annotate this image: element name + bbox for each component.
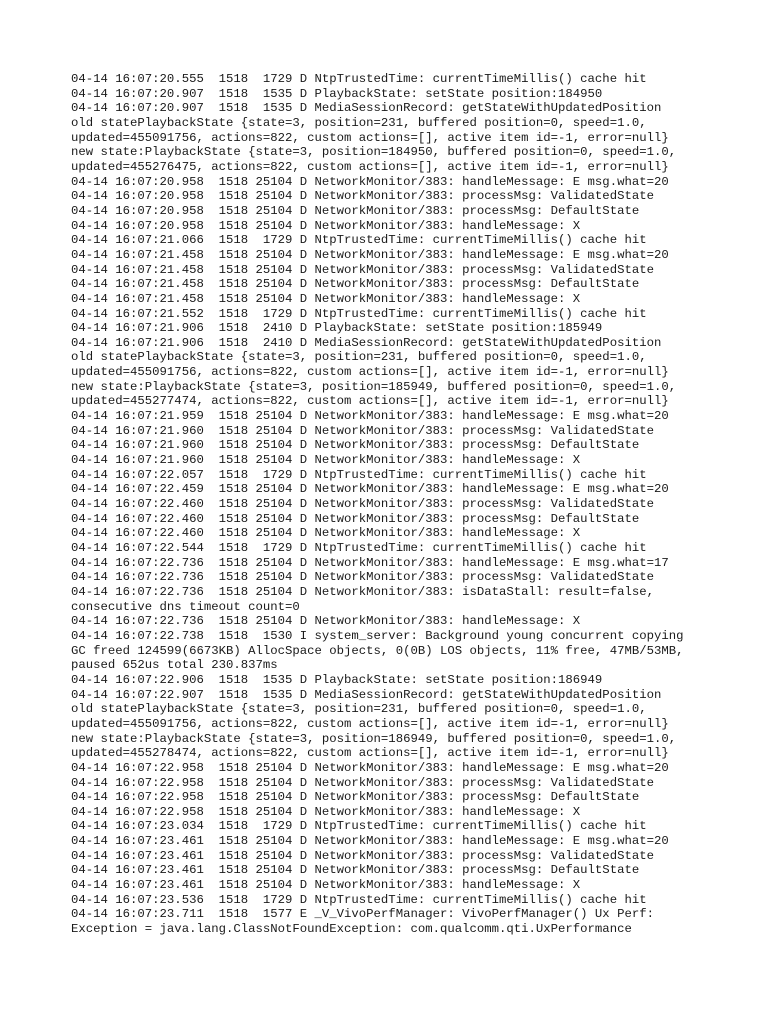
log-line: 04-14 16:07:22.736 1518 25104 D NetworkMonitor/383: handleMessage: X [71, 614, 581, 629]
log-line: 04-14 16:07:22.738 1518 1530 I system_server: Background young concurrent copying [71, 628, 684, 643]
log-document [71, 72, 711, 937]
log-line: 04-14 16:07:21.960 1518 25104 D NetworkMonitor/383: processMsg: ValidatedState [71, 423, 654, 438]
log-line: 04-14 16:07:23.461 1518 25104 D NetworkMonitor/383: handleMessage: X [71, 878, 581, 893]
log-line: 04-14 16:07:20.907 1518 1535 D MediaSessionRecord: getStateWithUpdatedPosition [71, 101, 662, 116]
log-line: 04-14 16:07:22.459 1518 25104 D NetworkMonitor/383: handleMessage: E msg.what=20 [71, 482, 669, 497]
log-line: 04-14 16:07:23.034 1518 1729 D NtpTrustedTime: currentTimeMillis() cache hit [71, 819, 647, 834]
log-line: 04-14 16:07:22.958 1518 25104 D NetworkMonitor/383: handleMessage: X [71, 804, 581, 819]
log-line: updated=455091756, actions=822, custom actions=[], active item id=-1, error=null} [71, 716, 669, 731]
log-line: updated=455278474, actions=822, custom actions=[], active item id=-1, error=null} [71, 746, 669, 761]
log-line: 04-14 16:07:20.958 1518 25104 D NetworkMonitor/383: processMsg: ValidatedState [71, 189, 654, 204]
log-line: 04-14 16:07:23.461 1518 25104 D NetworkMonitor/383: processMsg: ValidatedState [71, 848, 654, 863]
log-line: 04-14 16:07:22.736 1518 25104 D NetworkMonitor/383: processMsg: ValidatedState [71, 570, 654, 585]
log-line: 04-14 16:07:22.057 1518 1729 D NtpTrustedTime: currentTimeMillis() cache hit [71, 467, 647, 482]
log-line: 04-14 16:07:21.552 1518 1729 D NtpTrustedTime: currentTimeMillis() cache hit [71, 306, 647, 321]
log-line: 04-14 16:07:22.544 1518 1729 D NtpTrustedTime: currentTimeMillis() cache hit [71, 541, 647, 555]
log-line: Exception = java.lang.ClassNotFoundException: com.qualcomm.qti.UxPerformance [71, 922, 632, 937]
log-line: 04-14 16:07:22.906 1518 1535 D PlaybackState: setState position:186949 [71, 672, 603, 687]
log-line: 04-14 16:07:23.536 1518 1729 D NtpTrustedTime: currentTimeMillis() cache hit [71, 892, 647, 907]
log-line: GC freed 124599(6673KB) AllocSpace objects, 0(0B) LOS objects, 11% free, 47MB/53MB, [71, 643, 684, 658]
log-line: old statePlaybackState {state=3, position=231, buffered position=0, speed=1.0, [71, 350, 647, 365]
log-line: new state:PlaybackState {state=3, position=185949, buffered position=0, speed=1.0, [71, 379, 677, 394]
log-line: consecutive dns timeout count=0 [71, 599, 300, 614]
log-line: new state:PlaybackState {state=3, position=184950, buffered position=0, speed=1.0, [71, 145, 677, 160]
log-line: 04-14 16:07:20.907 1518 1535 D PlaybackState: setState position:184950 [71, 86, 603, 101]
log-line: 04-14 16:07:23.461 1518 25104 D NetworkMonitor/383: processMsg: DefaultState [71, 863, 640, 878]
log-line: new state:PlaybackState {state=3, position=186949, buffered position=0, speed=1.0, [71, 731, 677, 746]
log-line: updated=455276475, actions=822, custom actions=[], active item id=-1, error=null} [71, 159, 669, 174]
log-line: 04-14 16:07:22.958 1518 25104 D NetworkMonitor/383: processMsg: DefaultState [71, 790, 640, 805]
log-line: 04-14 16:07:21.959 1518 25104 D NetworkMonitor/383: handleMessage: E msg.what=20 [71, 409, 669, 424]
log-line: old statePlaybackState {state=3, position=231, buffered position=0, speed=1.0, [71, 702, 647, 717]
log-line: updated=455277474, actions=822, custom actions=[], active item id=-1, error=null} [71, 394, 669, 409]
log-line: 04-14 16:07:22.958 1518 25104 D NetworkMonitor/383: handleMessage: E msg.what=20 [71, 760, 669, 775]
log-line: 04-14 16:07:20.958 1518 25104 D NetworkMonitor/383: handleMessage: E msg.what=20 [71, 174, 669, 189]
log-line: 04-14 16:07:21.960 1518 25104 D NetworkMonitor/383: processMsg: DefaultState [71, 438, 640, 453]
log-line: 04-14 16:07:21.458 1518 25104 D NetworkMonitor/383: processMsg: ValidatedState [71, 262, 654, 277]
log-line: paused 652us total 230.837ms [71, 658, 278, 673]
log-line: 04-14 16:07:21.906 1518 2410 D MediaSessionRecord: getStateWithUpdatedPosition [71, 335, 662, 350]
log-line: 04-14 16:07:22.460 1518 25104 D NetworkMonitor/383: processMsg: DefaultState [71, 511, 640, 526]
log-line: 04-14 16:07:21.458 1518 25104 D NetworkMonitor/383: handleMessage: E msg.what=20 [71, 247, 669, 262]
log-line: 04-14 16:07:22.460 1518 25104 D NetworkMonitor/383: handleMessage: X [71, 526, 581, 541]
log-line: 04-14 16:07:22.907 1518 1535 D MediaSessionRecord: getStateWithUpdatedPosition [71, 687, 662, 702]
log-line: 04-14 16:07:20.958 1518 25104 D NetworkMonitor/383: processMsg: DefaultState [71, 203, 640, 218]
log-line: 04-14 16:07:20.958 1518 25104 D NetworkMonitor/383: handleMessage: X [71, 218, 581, 233]
log-line: 04-14 16:07:21.458 1518 25104 D NetworkMonitor/383: processMsg: DefaultState [71, 277, 640, 292]
log-line: updated=455091756, actions=822, custom actions=[], active item id=-1, error=null} [71, 365, 669, 380]
log-line: 04-14 16:07:22.736 1518 25104 D NetworkMonitor/383: handleMessage: E msg.what=17 [71, 555, 669, 570]
log-line: 04-14 16:07:23.711 1518 1577 E _V_VivoPerfManager: VivoPerfManager() Ux Perf: [71, 907, 654, 922]
log-line: 04-14 16:07:22.958 1518 25104 D NetworkMonitor/383: processMsg: ValidatedState [71, 775, 654, 790]
log-line: 04-14 16:07:21.458 1518 25104 D NetworkMonitor/383: handleMessage: X [71, 291, 581, 306]
log-line: 04-14 16:07:21.066 1518 1729 D NtpTrustedTime: currentTimeMillis() cache hit [71, 233, 647, 248]
log-line: 04-14 16:07:22.736 1518 25104 D NetworkMonitor/383: isDataStall: result=false, [71, 584, 654, 599]
log-line: 04-14 16:07:23.461 1518 25104 D NetworkMonitor/383: handleMessage: E msg.what=20 [71, 834, 669, 849]
log-line: 04-14 16:07:22.460 1518 25104 D NetworkMonitor/383: processMsg: ValidatedState [71, 497, 654, 512]
log-line: updated=455091756, actions=822, custom actions=[], active item id=-1, error=null} [71, 130, 669, 145]
log-line: 04-14 16:07:21.960 1518 25104 D NetworkMonitor/383: handleMessage: X [71, 453, 581, 468]
log-line: 04-14 16:07:21.906 1518 2410 D PlaybackState: setState position:185949 [71, 321, 603, 336]
log-line: 04-14 16:07:20.555 1518 1729 D NtpTrustedTime: currentTimeMillis() cache hit [71, 72, 647, 86]
log-line: old statePlaybackState {state=3, position=231, buffered position=0, speed=1.0, [71, 115, 647, 130]
